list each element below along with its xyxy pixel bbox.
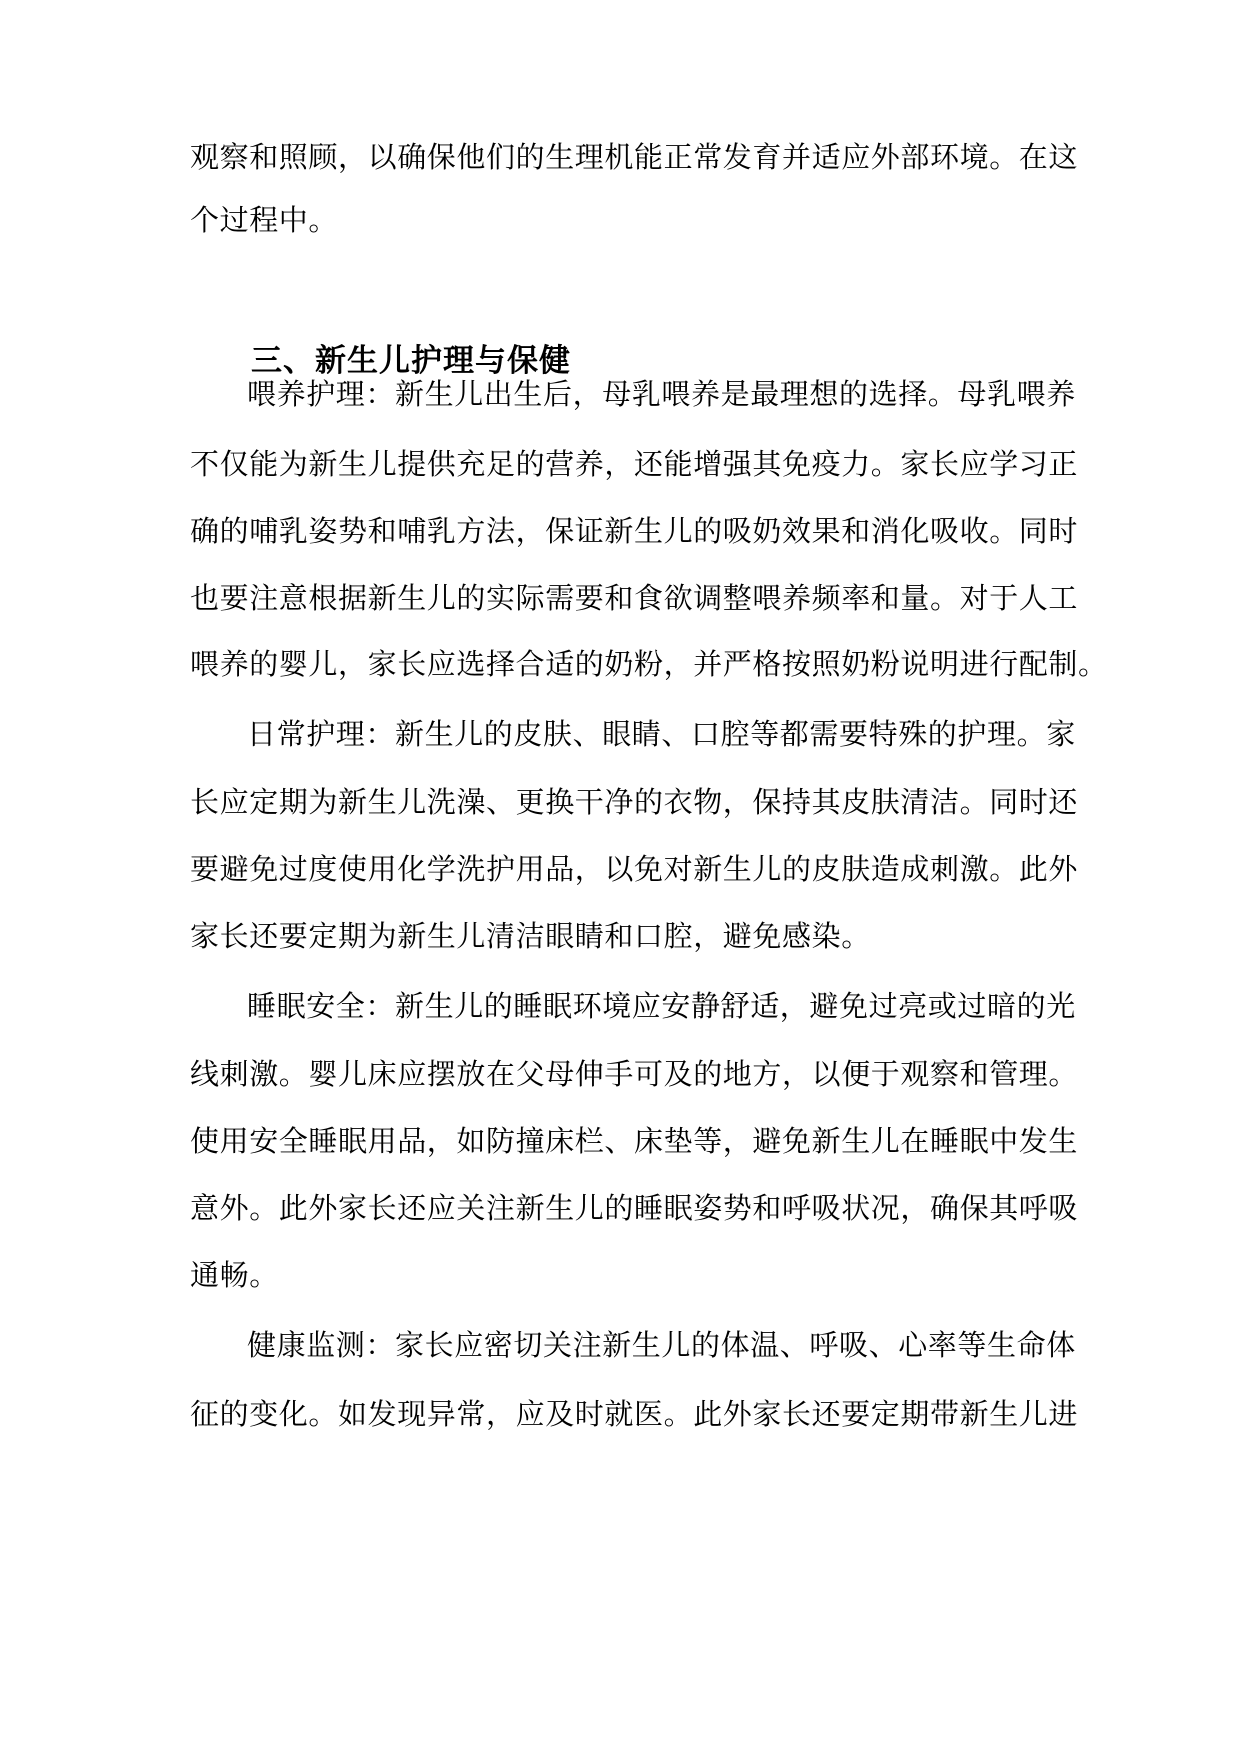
paragraph-daily-care-line: 要避免过度使用化学洗护用品，以免对新生儿的皮肤造成刺激。此外	[190, 852, 1079, 886]
section-heading: 三、新生儿护理与保健	[251, 343, 571, 379]
paragraph-daily-care-line: 家长还要定期为新生儿清洁眼睛和口腔，避免感染。	[190, 919, 871, 953]
paragraph-feeding-line: 不仅能为新生儿提供充足的营养，还能增强其免疫力。家长应学习正	[190, 447, 1079, 481]
paragraph-daily-care-line: 长应定期为新生儿洗澡、更换干净的衣物，保持其皮肤清洁。同时还	[190, 785, 1079, 819]
paragraph-feeding-line: 也要注意根据新生儿的实际需要和食欲调整喂养频率和量。对于人工	[190, 581, 1079, 615]
intro-line: 个过程中。	[190, 203, 339, 237]
paragraph-daily-care-line: 日常护理：新生儿的皮肤、眼睛、口腔等都需要特殊的护理。家	[247, 717, 1076, 751]
paragraph-sleep-line: 睡眠安全：新生儿的睡眠环境应安静舒适，避免过亮或过暗的光	[247, 989, 1076, 1023]
paragraph-health-line: 征的变化。如发现异常，应及时就医。此外家长还要定期带新生儿进	[190, 1397, 1079, 1431]
paragraph-sleep-line: 通畅。	[190, 1258, 279, 1292]
paragraph-health-line: 健康监测：家长应密切关注新生儿的体温、呼吸、心率等生命体	[247, 1328, 1076, 1362]
paragraph-feeding-line: 喂养的婴儿，家长应选择合适的奶粉，并严格按照奶粉说明进行配制。	[190, 647, 1108, 681]
intro-line: 观察和照顾，以确保他们的生理机能正常发育并适应外部环境。在这	[190, 140, 1079, 174]
paragraph-feeding-line: 喂养护理：新生儿出生后，母乳喂养是最理想的选择。母乳喂养	[247, 377, 1076, 411]
paragraph-sleep-line: 意外。此外家长还应关注新生儿的睡眠姿势和呼吸状况，确保其呼吸	[190, 1191, 1079, 1225]
paragraph-sleep-line: 线刺激。婴儿床应摆放在父母伸手可及的地方，以便于观察和管理。	[190, 1057, 1079, 1091]
paragraph-sleep-line: 使用安全睡眠用品，如防撞床栏、床垫等，避免新生儿在睡眠中发生	[190, 1124, 1079, 1158]
paragraph-feeding-line: 确的哺乳姿势和哺乳方法，保证新生儿的吸奶效果和消化吸收。同时	[190, 514, 1079, 548]
